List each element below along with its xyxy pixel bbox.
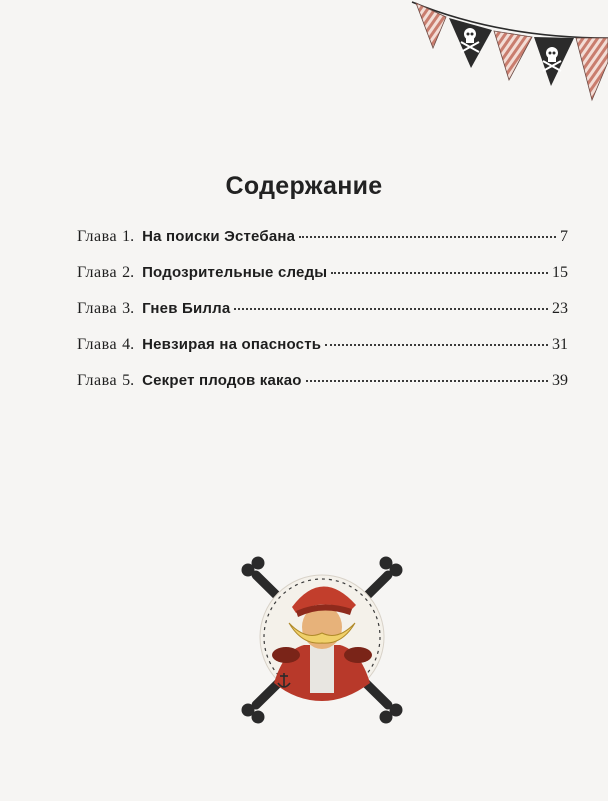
- page-number: 15: [552, 264, 568, 281]
- page-number: 31: [552, 336, 568, 353]
- chapter-number: 4.: [122, 336, 135, 353]
- striped-flag: [416, 3, 446, 48]
- dot-leader: [306, 379, 548, 382]
- dot-leader: [234, 307, 548, 310]
- chapter-title: Подозрительные следы: [142, 264, 328, 281]
- chapter-title: Гнев Билла: [142, 300, 231, 317]
- page-number: 39: [552, 372, 568, 389]
- striped-flag: [494, 31, 532, 80]
- chapter-number: 3.: [122, 300, 135, 317]
- chapter-title: На поиски Эстебана: [142, 228, 296, 245]
- toc-entry[interactable]: [77, 264, 568, 300]
- dot-leader: [331, 271, 548, 274]
- chapter-number: 5.: [122, 372, 135, 389]
- pirate-captain-emblem-icon: [234, 545, 410, 730]
- chapter-number: 2.: [122, 264, 135, 281]
- chapter-label: Глава: [77, 264, 118, 281]
- contents-title: Содержание: [225, 172, 383, 200]
- dot-leader: [299, 235, 556, 238]
- toc-entry[interactable]: [77, 372, 568, 408]
- toc-entry[interactable]: [77, 336, 568, 372]
- striped-flag: [576, 38, 608, 100]
- chapter-number: 1.: [122, 228, 135, 245]
- table-of-contents: [77, 228, 568, 408]
- chapter-label: Глава: [77, 228, 118, 245]
- chapter-label: Глава: [77, 300, 118, 317]
- chapter-label: Глава: [77, 372, 118, 389]
- dot-leader: [325, 343, 548, 346]
- skull-flag-icon: [534, 37, 574, 86]
- chapter-label: Глава: [77, 336, 118, 353]
- page-number: 7: [560, 228, 568, 245]
- toc-entry[interactable]: [77, 228, 568, 264]
- chapter-title: Невзирая на опасность: [142, 336, 322, 353]
- chapter-title: Секрет плодов какао: [142, 372, 302, 389]
- toc-entry[interactable]: [77, 300, 568, 336]
- pirate-bunting-decoration: [0, 0, 608, 110]
- page-number: 23: [552, 300, 568, 317]
